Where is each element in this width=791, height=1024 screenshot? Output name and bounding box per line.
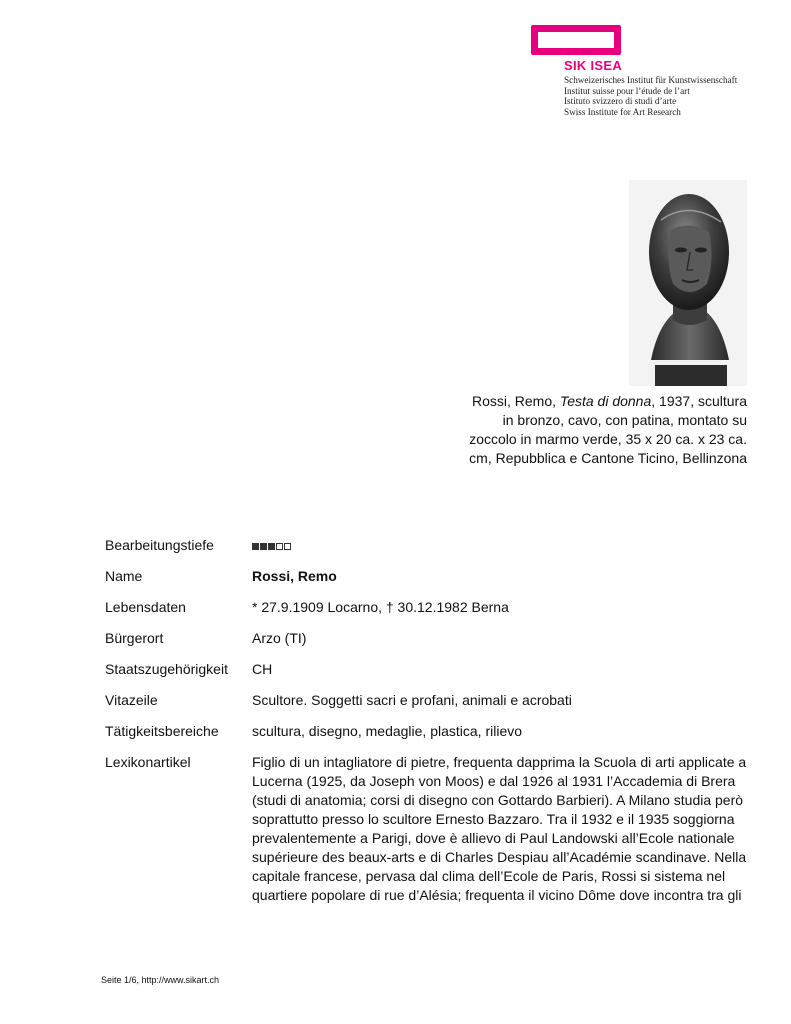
caption-title: Testa di donna	[559, 393, 652, 409]
label-buergerort: Bürgerort	[105, 630, 164, 646]
depth-square-filled	[252, 543, 259, 550]
label-lebensdaten: Lebensdaten	[105, 599, 186, 615]
page-footer: Seite 1/6, http://www.sikart.ch	[101, 975, 220, 985]
value-vitazeile: Scultore. Soggetti sacri e profani, animali e acrobati	[252, 692, 572, 708]
label-taetigkeitsbereiche: Tätigkeitsbereiche	[105, 723, 219, 739]
label-staatszugehoerigkeit: Staatszugehörigkeit	[105, 661, 228, 677]
logo-name: SIK ISEA	[564, 58, 623, 73]
depth-square-empty	[284, 543, 291, 550]
value-lebensdaten: * 27.9.1909 Locarno, † 30.12.1982 Berna	[252, 599, 509, 615]
bronze-head-illustration	[629, 180, 747, 386]
label-bearbeitungstiefe: Bearbeitungstiefe	[105, 537, 214, 553]
logo-line-de: Schweizerisches Institut für Kunstwissenschaft	[564, 75, 738, 85]
value-buergerort: Arzo (TI)	[252, 630, 307, 646]
value-lexikonartikel: Figlio di un intagliatore di pietre, frequenta dapprima la Scuola di arti applicate a Lucerna (1925, da Joseph von Moos) e dal 1926 al 1931 l’Accademia di Brera (studi di anatomia; corsi di disegno con Gottardo Barbieri). A Milano studia però soprattutto presso lo scultore Ernesto Bazzaro. Tra il 1932 e il 1935 soggiorna prevalentemente a Parigi, dove è allievo di Paul Landowski all’Ecole nationale supérieure des beaux-arts e di Charles Despiau all’Académie scandinave. Nella capitale francese, pervasa dal clima dell’Ecole de Paris, Rossi si sistema nel quartiere popolare di rue d’Alésia; frequenta il vicino Dôme dove incontra tra gli	[252, 754, 747, 903]
logo-subtitle-lines	[564, 75, 737, 117]
label-lexikonartikel: Lexikonartikel	[105, 754, 191, 770]
depth-square-empty	[276, 543, 283, 550]
depth-square-filled	[268, 543, 275, 550]
artwork-caption	[467, 392, 747, 468]
value-taetigkeitsbereiche: scultura, disegno, medaglie, plastica, rilievo	[252, 723, 523, 739]
label-vitazeile: Vitazeile	[105, 692, 158, 708]
logo-line-en: Swiss Institute for Art Research	[564, 106, 681, 117]
depth-indicator	[252, 536, 752, 555]
institute-logo	[531, 25, 761, 117]
logo-line-fr: Institut suisse pour l’étude de l’art	[564, 85, 690, 96]
label-name: Name	[105, 568, 143, 584]
caption-author: Rossi, Remo,	[472, 393, 560, 409]
artwork-image	[629, 180, 747, 386]
logo-frame-mark	[531, 25, 621, 55]
depth-square-filled	[260, 543, 267, 550]
value-name: Rossi, Remo	[252, 568, 337, 584]
logo-line-it: Istituto svizzero di studi d’arte	[564, 96, 677, 106]
value-staatszugehoerigkeit: CH	[252, 661, 273, 677]
caption-details: , 1937, scultura in bronzo, cavo, con patina, montato su zoccolo in marmo verde, 35 x 20 ca. x 23 ca. cm, Repubblica e Cantone Ticino, Bellinzona	[469, 393, 747, 466]
